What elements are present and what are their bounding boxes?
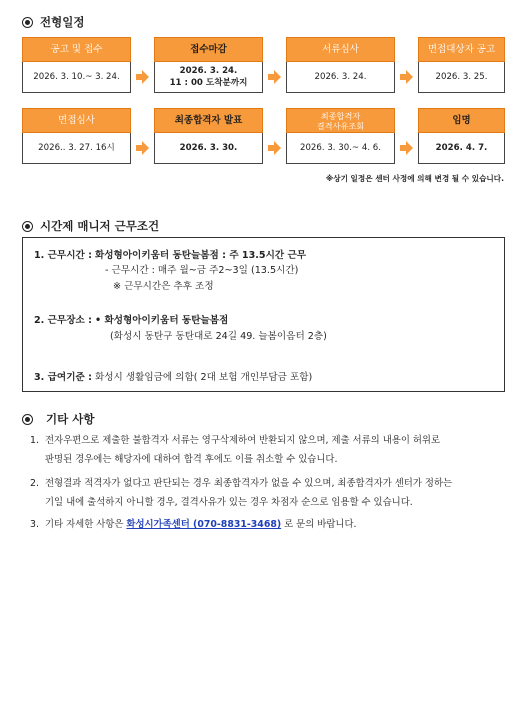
- section-title-text: 시간제 매니저 근무조건: [40, 219, 160, 233]
- etc-section-title: [22, 411, 94, 427]
- schedule-section-title: [22, 14, 84, 30]
- place-label: 2. 근무장소 :: [34, 315, 92, 326]
- step-date: 2026. 3. 10.~ 3. 24.: [33, 72, 120, 82]
- step-date: 2026. 3. 24.: [179, 66, 238, 76]
- step-body: [418, 62, 505, 93]
- step-header: 접수마감: [154, 37, 263, 62]
- item-text: 전자우편으로 제출한 불합격자 서류는 영구삭제하여 반환되지 않으며, 제출 서류의 내용이 허위로: [44, 435, 441, 446]
- pay-value: 화성시 생활임금에 의함( 2대 보험 개인부담금 포함): [94, 372, 313, 383]
- step-body: [286, 133, 395, 164]
- step-body: [22, 62, 131, 93]
- step-header: 최종합격자 발표: [154, 108, 263, 133]
- item-text: 전형결과 적격자가 없다고 판단되는 경우 최종합격자가 없을 수 있으며, 최종합격자가 센터가 정하는: [44, 478, 453, 489]
- step-header: 임명: [418, 108, 505, 133]
- step-time: 11 : 00 도착분까지: [169, 78, 248, 88]
- step-header: 면접대상자 공고: [418, 37, 505, 62]
- place-value: • 화성형아이키움터 동탄늘봄점: [94, 315, 229, 326]
- step-header: [286, 108, 395, 133]
- item-text: 기타 자세한 사항은: [44, 519, 124, 530]
- etc-item-3: [30, 515, 510, 534]
- item-number: 2.: [30, 478, 39, 489]
- step-body: [22, 133, 131, 164]
- item-text: 로 문의 바랍니다.: [284, 519, 357, 530]
- work-conditions-box: [22, 237, 505, 392]
- schedule-step-interview: [22, 108, 131, 164]
- schedule-note: ※상기 일정은 센터 사정에 의해 변경 될 수 있습니다.: [325, 174, 504, 183]
- place-line: [34, 312, 228, 326]
- step-header: 공고 및 접수: [22, 37, 131, 62]
- step-body: [154, 62, 263, 93]
- step-body: [418, 133, 505, 164]
- target-bullet-icon: [22, 17, 33, 28]
- hours-label: 1. 근무시간 :: [34, 250, 92, 261]
- step-header: 면접심사: [22, 108, 131, 133]
- section-title-text: 기타 사항: [46, 412, 95, 426]
- step-header-line: 결격사유조회: [316, 120, 365, 131]
- conditions-section-title: [22, 218, 159, 234]
- hours-note: ※ 근무시간은 추후 조정: [113, 281, 214, 292]
- schedule-step-final-announce: [154, 108, 263, 164]
- step-date: 2026. 3. 30.~ 4. 6.: [300, 143, 381, 153]
- step-body: [286, 62, 395, 93]
- step-header-line: 최종합격자: [320, 110, 361, 121]
- pay-label: 3. 급여기준 :: [34, 372, 92, 383]
- step-date: 2026. 4. 7.: [435, 143, 488, 153]
- item-number: 3.: [30, 519, 39, 530]
- hours-detail: - 근무시간 : 매주 월~금 주2~3일 (13.5시간): [105, 265, 299, 276]
- schedule-step-announce: [22, 37, 131, 93]
- step-date: 2026. 3. 30.: [179, 143, 238, 153]
- schedule-step-interview-notice: [418, 37, 505, 93]
- pay-line: [34, 369, 312, 383]
- item-number: 1.: [30, 435, 39, 446]
- item-text: 판명된 경우에는 해당자에 대하여 합격 후에도 이를 취소할 수 있습니다.: [45, 454, 338, 465]
- hours-value: 화성형아이키움터 동탄늘봄점 : 주 13.5시간 근무: [94, 250, 307, 261]
- contact-link[interactable]: 화성시가족센터 (070-8831-3468): [126, 519, 282, 530]
- schedule-step-document-review: [286, 37, 395, 93]
- etc-item-1: [30, 431, 510, 469]
- hours-line: [34, 247, 306, 261]
- schedule-step-deadline: [154, 37, 263, 93]
- target-bullet-icon: [22, 221, 33, 232]
- step-header: 서류심사: [286, 37, 395, 62]
- place-address: (화성시 동탄구 동탄대로 24길 49. 늘봄이음터 2층): [110, 331, 327, 342]
- step-date: 2026.. 3. 27. 16시: [38, 143, 115, 153]
- step-date: 2026. 3. 25.: [435, 72, 488, 82]
- step-body: [154, 133, 263, 164]
- item-text: 기일 내에 출석하지 아니할 경우, 결격사유가 있는 경우 차점자 순으로 임용할 수 있습니다.: [45, 497, 413, 508]
- etc-item-2: [30, 474, 510, 512]
- schedule-step-disqualification-check: [286, 108, 395, 164]
- step-date: 2026. 3. 24.: [314, 72, 367, 82]
- target-bullet-icon: [22, 414, 33, 425]
- section-title-text: 전형일정: [40, 15, 85, 29]
- schedule-step-appointment: [418, 108, 505, 164]
